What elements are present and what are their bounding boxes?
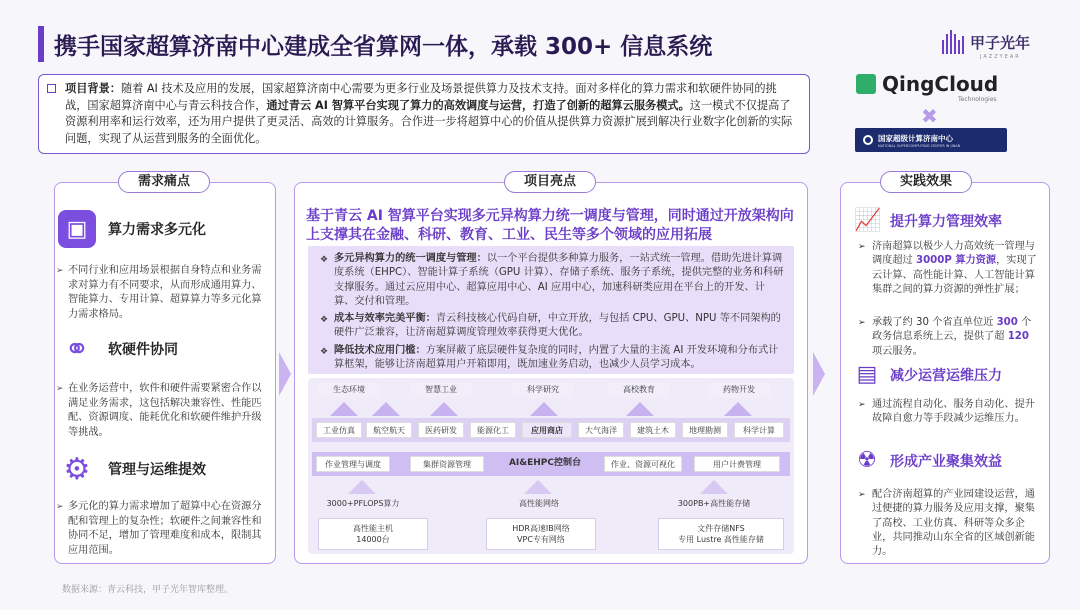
result-text-part: 个政务信息系统上云，提供了超 bbox=[872, 317, 1032, 343]
arrow-right-icon bbox=[813, 352, 825, 396]
feature-item bbox=[320, 252, 784, 309]
base-storage bbox=[658, 518, 784, 550]
bullet-arrow-icon: ➢ bbox=[56, 502, 64, 512]
pain-text-content: 在业务运营中，软件和硬件需要紧密合作以满足业务需求，这包括解决兼容性、性能匹配、资源调度、能耗优化和软硬件维护升级等挑战。 bbox=[68, 383, 262, 438]
pain-label: 算力需求多元化 bbox=[108, 222, 206, 238]
up-arrow-icon bbox=[330, 402, 358, 416]
network-icon: ⚭ bbox=[58, 330, 96, 368]
arch-top-item: 药物开发 bbox=[708, 382, 770, 398]
up-arrow-icon bbox=[724, 402, 752, 416]
arch-top-item: 智慧工业 bbox=[410, 382, 472, 398]
brand-bars-icon bbox=[942, 30, 964, 54]
pain-text-content: 不同行业和应用场景根据自身特点和业务需求对算力有不同要求，从而形成通用算力、智能算力、专用计算、超算算力等多元化算力需求格局。 bbox=[68, 265, 262, 320]
control-chip: 作业、资源可视化 bbox=[604, 456, 682, 472]
title-accent-bar bbox=[38, 26, 44, 62]
background-text-1: 随着 AI 技术及应用的发展，国家超算济南中心需要为更多行业及场景提供算力及技术支持。面对多样化的算力需求和软硬件协同的挑战，国家超算济南中心与青云科技合作， bbox=[65, 82, 777, 112]
result-text-part: 承载了约 30 个省直单位近 bbox=[872, 317, 997, 328]
diamond-icon: ❖ bbox=[320, 346, 329, 357]
chart-up-icon: 📈 bbox=[854, 208, 882, 233]
app-chip: 大气海洋 bbox=[578, 422, 624, 438]
base-line: 高性能主机 bbox=[353, 524, 393, 533]
arch-top-item: 生态环境 bbox=[318, 382, 380, 398]
highlight-header: 项目亮点 bbox=[504, 171, 596, 193]
app-chip: 地理勘测 bbox=[682, 422, 728, 438]
source-note: 数据来源：青云科技，甲子光年智库整理。 bbox=[62, 585, 234, 595]
background-label: 项目背景： bbox=[65, 82, 121, 95]
app-chip: 航空航天 bbox=[366, 422, 412, 438]
brand-sub: JAZZYEAR bbox=[980, 54, 1021, 60]
pain-text-content: 多元化的算力需求增加了超算中心在资源分配和管理上的复杂性；软硬件之间兼容性和协同不足，增加了管理难度和成本，限制其应用范围。 bbox=[68, 501, 262, 556]
feature-text: 方案屏蔽了底层硬件复杂度的同时，内置了大量的主流 AI 开发环境和分布式计算框架，能够让济南超算用户开箱即用，既加速业务启动，也减少人员学习成本。 bbox=[334, 344, 779, 371]
chip-icon: ▣ bbox=[58, 210, 96, 248]
base-line: HDR高速IB网络 bbox=[512, 524, 570, 533]
storage-capacity: 300PB+高性能存储 bbox=[677, 499, 751, 508]
control-chip: 集群资源管理 bbox=[410, 456, 484, 472]
result-text-part: 济南超算以极少人力高效统一管理与调度超过 bbox=[872, 241, 1035, 267]
pain-item bbox=[58, 210, 206, 248]
gear-icon: ⚙ bbox=[58, 450, 96, 488]
clipboard-icon: ▤ bbox=[856, 362, 878, 387]
project-background bbox=[38, 74, 810, 154]
brand-name: 甲子光年 bbox=[970, 33, 1031, 52]
app-chip: 建筑土木 bbox=[630, 422, 676, 438]
app-chip: 工业仿真 bbox=[316, 422, 362, 438]
bullet-arrow-icon: ➢ bbox=[858, 242, 866, 252]
result-label: 提升算力管理效率 bbox=[890, 214, 1002, 230]
bullet-arrow-icon: ➢ bbox=[858, 490, 866, 500]
times-icon: ✖ bbox=[921, 104, 938, 128]
base-network bbox=[486, 518, 596, 550]
qingcloud-logo bbox=[856, 72, 999, 103]
up-arrow-icon bbox=[626, 402, 654, 416]
control-chip: 用户计费管理 bbox=[694, 456, 780, 472]
result-highlight: 3000P 算力资源 bbox=[916, 255, 997, 267]
page-title: 携手国家超算济南中心建成全省算网一体，承载 300+ 信息系统 bbox=[54, 34, 713, 60]
qingcloud-mark-icon bbox=[856, 74, 876, 94]
result-highlight: 300 bbox=[996, 317, 1018, 328]
feature-text: 以一个平台提供多种算力服务，一站式统一管理。借助先进计算调度系统（EHPC）、智能计算子系统（GPU 计算）、存储子系统、服务子系统，提供完整的业务和科研支撑服务。通过云应用中心、超算应用中心、AI 应用中心，加速科研类应用在平台上的开发、计算、交付和管理。 bbox=[334, 253, 784, 307]
qingcloud-name: QingCloud bbox=[882, 72, 999, 96]
pain-text bbox=[56, 500, 266, 558]
result-header: 实践效果 bbox=[880, 171, 972, 193]
result-item bbox=[854, 208, 1002, 234]
up-arrow-icon bbox=[700, 480, 728, 494]
diamond-icon: ❖ bbox=[320, 315, 329, 326]
result-text bbox=[858, 398, 1040, 427]
base-line: VPC专有网络 bbox=[517, 535, 565, 544]
result-text-part: 配合济南超算的产业园建设运营，通过便捷的算力服务及应用支撑，聚集了高校、工业仿真、科研等众多企业，共同推动山东全省的区域创新能力。 bbox=[872, 489, 1035, 558]
result-label: 形成产业聚集效益 bbox=[890, 454, 1002, 470]
network-capacity: 高性能网络 bbox=[519, 499, 559, 508]
arch-top-item: 科学研究 bbox=[512, 382, 574, 398]
feature-title: 成本与效率完美平衡： bbox=[334, 313, 436, 325]
app-chip: 科学计算 bbox=[734, 422, 784, 438]
arrow-right-icon bbox=[279, 352, 291, 396]
nscc-logo bbox=[855, 128, 1007, 152]
feature-box bbox=[308, 246, 794, 374]
pain-label: 软硬件协同 bbox=[108, 342, 178, 358]
control-chip: 作业管理与调度 bbox=[316, 456, 390, 472]
checkbox-icon bbox=[47, 84, 56, 93]
result-text bbox=[858, 488, 1040, 559]
nscc-en: NATIONAL SUPERCOMPUTING CENTER IN JINAN bbox=[878, 143, 961, 148]
result-label: 减少运营运维压力 bbox=[890, 368, 1002, 384]
result-item bbox=[854, 362, 1002, 388]
cluster-icon: ☢ bbox=[857, 448, 877, 473]
compute-capacity: 3000+PFLOPS算力 bbox=[326, 499, 400, 508]
app-chip: 医药研发 bbox=[418, 422, 464, 438]
base-compute bbox=[318, 518, 428, 550]
feature-text: 青云科技核心代码自研，中立开放，与包括 CPU、GPU、NPU 等不同架构的硬件广泛兼容，让济南超算调度管理效率获得更大优化。 bbox=[334, 313, 781, 339]
qingcloud-sub: Technologies bbox=[958, 96, 997, 103]
pain-text bbox=[56, 382, 266, 440]
base-line: 专用 Lustre 高性能存储 bbox=[678, 535, 764, 544]
result-text-part: 项云服务。 bbox=[872, 345, 923, 357]
pain-item bbox=[58, 330, 178, 368]
result-text bbox=[858, 316, 1040, 359]
feature-item bbox=[320, 312, 784, 341]
bullet-arrow-icon: ➢ bbox=[858, 400, 866, 410]
control-console: AI&EHPC控制台 bbox=[508, 458, 582, 468]
up-arrow-icon bbox=[524, 480, 552, 494]
result-text-part: ，实现了云计算、高性能计算、人工智能计算集群之间的算力资源的弹性扩展； bbox=[872, 255, 1037, 295]
bullet-arrow-icon: ➢ bbox=[858, 318, 866, 328]
background-text-2: 这一模式不仅提高了资源利用率和运行效率，还为用户提供了更灵活、高效的计算服务。合作进一步将超算中心的价值从提供算力资源扩展到解决行业数字化创新的实际问题，实现了从运营到服务的全面优化。 bbox=[65, 98, 793, 145]
brand-logo bbox=[942, 30, 1031, 60]
pain-item bbox=[58, 450, 206, 488]
app-store-chip: 应用商店 bbox=[522, 422, 572, 438]
base-line: 14000台 bbox=[356, 535, 390, 544]
arch-top-item: 高校教育 bbox=[608, 382, 670, 398]
feature-title: 降低技术应用门槛： bbox=[334, 344, 426, 356]
up-arrow-icon bbox=[348, 480, 376, 494]
nscc-mark-icon bbox=[863, 135, 873, 145]
pain-label: 管理与运维提效 bbox=[108, 462, 206, 478]
up-arrow-icon bbox=[372, 402, 400, 416]
bullet-arrow-icon: ➢ bbox=[56, 266, 64, 276]
base-line: 文件存储NFS bbox=[697, 524, 745, 533]
highlight-summary: 基于青云 AI 智算平台实现多元异构算力统一调度与管理，同时通过开放架构向上支撑其在金融、科研、教育、工业、民生等多个领域的应用拓展 bbox=[306, 208, 794, 243]
pain-header: 需求痛点 bbox=[118, 171, 210, 193]
nscc-name: 国家超级计算济南中心 bbox=[878, 133, 953, 143]
diamond-icon: ❖ bbox=[320, 255, 329, 265]
background-bold: 通过青云 AI 智算平台实现了算力的高效调度与运营，打造了创新的超算云服务模式。 bbox=[266, 98, 690, 112]
up-arrow-icon bbox=[530, 402, 558, 416]
pain-text bbox=[56, 264, 266, 322]
result-text bbox=[858, 240, 1040, 297]
up-arrow-icon bbox=[430, 402, 458, 416]
result-text-part: 通过流程自动化、服务自动化、提升故障自愈力等手段减少运维压力。 bbox=[872, 399, 1035, 425]
feature-title: 多元异构算力的统一调度与管理： bbox=[334, 253, 487, 264]
feature-item bbox=[320, 344, 784, 373]
app-chip: 能源化工 bbox=[470, 422, 516, 438]
result-highlight: 120 bbox=[1007, 331, 1029, 343]
result-item bbox=[854, 448, 1002, 474]
bullet-arrow-icon: ➢ bbox=[56, 384, 64, 394]
